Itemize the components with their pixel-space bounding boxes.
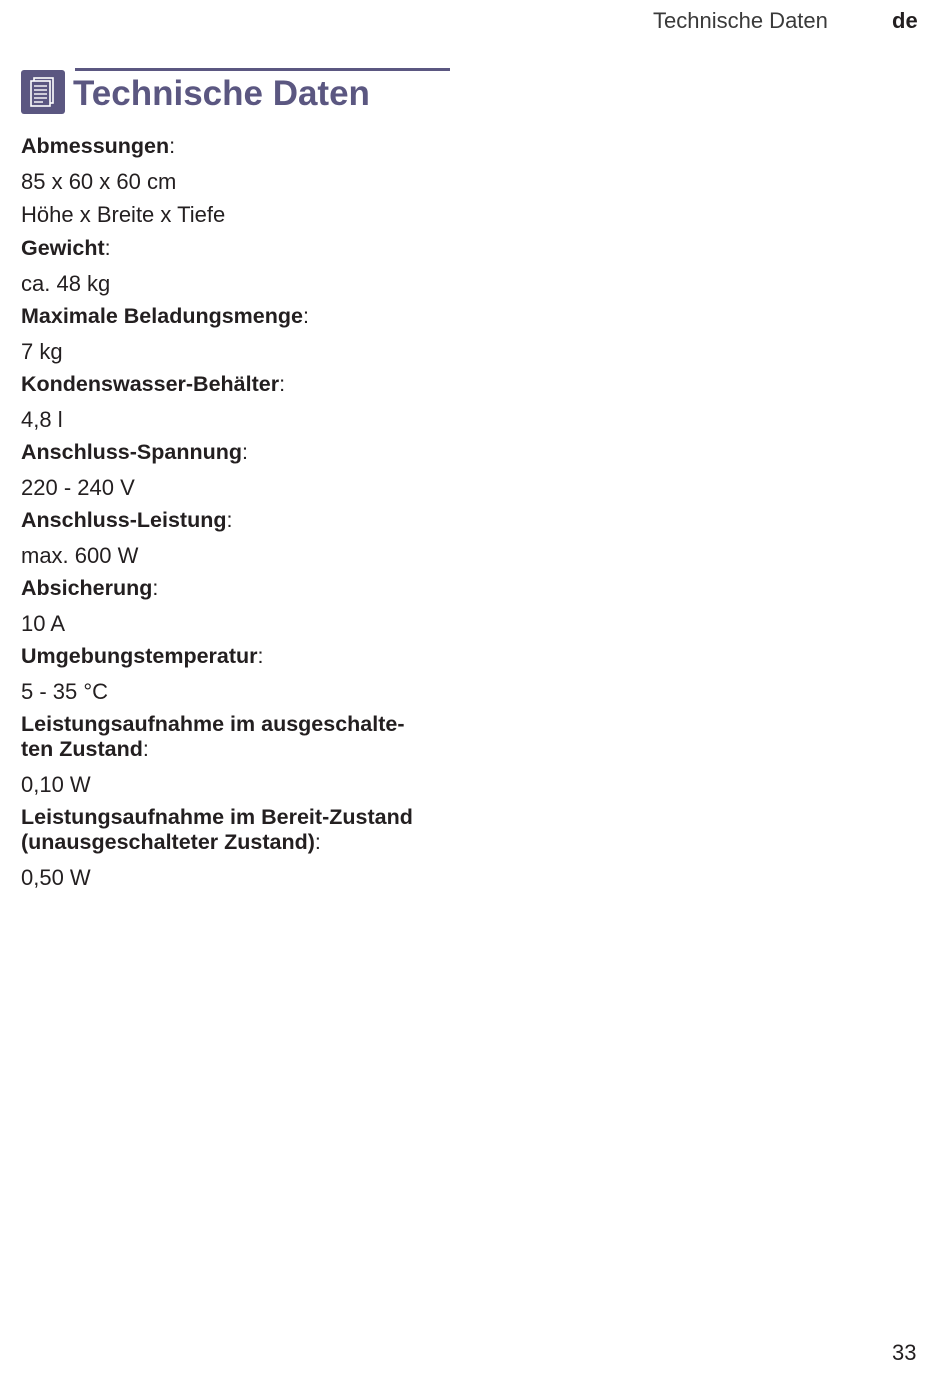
spec-value: max. 600 W <box>21 543 139 568</box>
spec-value-note: Höhe x Breite x Tiefe <box>21 202 226 227</box>
document-icon <box>21 70 65 114</box>
section-heading <box>21 68 451 116</box>
spec-label-text: Umgebungstemperatur <box>21 644 258 668</box>
spec-label: Kondenswasser-Behälter: <box>21 372 286 396</box>
spec-item-power-standby-mode <box>21 801 451 894</box>
spec-value: 5 - 35 °C <box>21 679 109 704</box>
spec-label: Abmessungen: <box>21 134 176 158</box>
spec-label: Leistungsaufnahme im ausgeschalte- ten Zustand: <box>21 712 405 761</box>
page-number: 33 <box>892 1340 917 1365</box>
spec-value: 7 kg <box>21 339 63 364</box>
spec-value: 4,8 l <box>21 407 63 432</box>
spec-label-line: Leistungsaufnahme im ausgeschalte- <box>21 712 405 736</box>
spec-label-line: ten Zustand <box>21 737 143 761</box>
spec-value: 10 A <box>21 611 66 636</box>
spec-item-ambient-temperature <box>21 640 451 708</box>
spec-value: ca. 48 kg <box>21 271 111 296</box>
spec-label: Anschluss-Leistung: <box>21 508 233 532</box>
spec-list <box>21 130 451 894</box>
running-title: Technische Daten <box>653 8 828 33</box>
spec-item-power <box>21 504 451 572</box>
spec-label-text: Absicherung <box>21 576 153 600</box>
spec-item-max-load <box>21 300 451 368</box>
spec-label: Gewicht: <box>21 236 111 260</box>
spec-label-text: Maximale Beladungsmenge <box>21 304 303 328</box>
spec-value: 220 - 240 V <box>21 475 135 500</box>
language-code: de <box>892 8 918 33</box>
spec-item-power-off-mode <box>21 708 451 801</box>
spec-item-condensate-container <box>21 368 451 436</box>
spec-label: Absicherung: <box>21 576 159 600</box>
spec-label: Maximale Beladungsmenge: <box>21 304 309 328</box>
spec-value: 85 x 60 x 60 cm <box>21 169 177 194</box>
spec-label-line: (unausgeschalteter Zustand) <box>21 830 315 854</box>
spec-item-voltage <box>21 436 451 504</box>
spec-label: Leistungsaufnahme im Bereit-Zustand (unausgeschalteter Zustand): <box>21 805 413 854</box>
spec-item-fuse <box>21 572 451 640</box>
spec-label-text: Kondenswasser-Behälter <box>21 372 280 396</box>
spec-item-weight <box>21 232 451 300</box>
spec-value: 0,50 W <box>21 865 91 890</box>
heading-rule <box>75 68 450 71</box>
spec-label-text: Anschluss-Spannung <box>21 440 242 464</box>
spec-label-text: Anschluss-Leistung <box>21 508 227 532</box>
spec-label-line: Leistungsaufnahme im Bereit-Zustand <box>21 805 413 829</box>
section-title: Technische Daten <box>73 74 370 113</box>
spec-item-dimensions <box>21 130 451 232</box>
running-header <box>0 8 950 36</box>
spec-label-text: Gewicht <box>21 236 105 260</box>
spec-value: 0,10 W <box>21 772 91 797</box>
spec-label: Umgebungstemperatur: <box>21 644 264 668</box>
spec-label: Anschluss-Spannung: <box>21 440 248 464</box>
spec-label-text: Abmessungen <box>21 134 170 158</box>
